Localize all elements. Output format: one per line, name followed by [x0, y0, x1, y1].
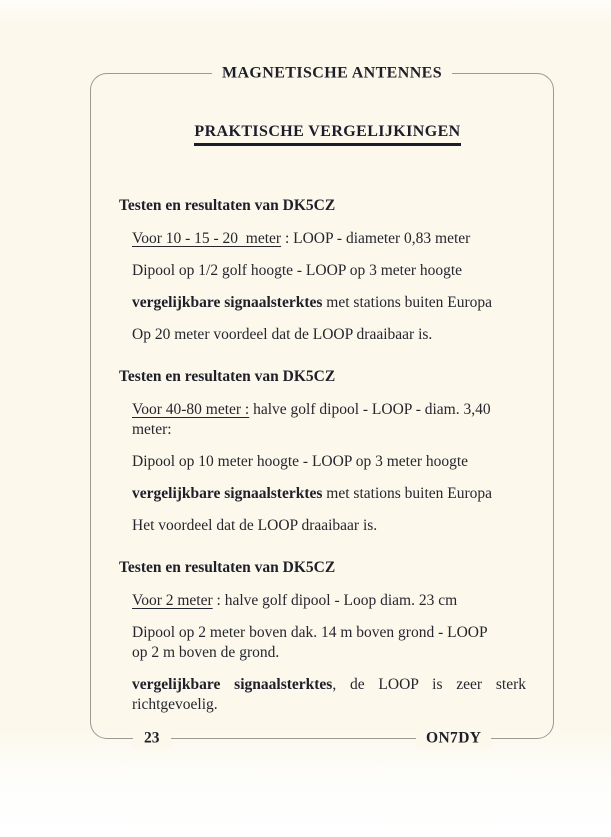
footer-callsign: ON7DY — [416, 730, 491, 748]
band-rest: : LOOP - diameter 0,83 meter — [281, 230, 471, 247]
height-line: Dipool op 2 meter boven dak. 14 m boven grond - LOOP — [132, 624, 488, 641]
section-heading: Testen en resultaten van DK5CZ — [119, 559, 336, 576]
title-wrap — [119, 123, 526, 146]
height-line: Dipool op 10 meter hoogte - LOOP op 3 meter hoogte — [132, 453, 469, 470]
test-section-2 — [119, 367, 526, 536]
running-header: MAGNETISCHE ANTENNES — [212, 64, 452, 82]
band-line — [132, 591, 526, 611]
page-content — [91, 74, 553, 738]
signal-line — [132, 484, 526, 504]
remark-line: Het voordeel dat de LOOP draaibaar is. — [132, 517, 378, 534]
page-title: PRAKTISCHE VERGELIJKINGEN — [194, 123, 460, 146]
band-underlined: Voor 40-80 meter : — [132, 401, 250, 418]
page-frame — [90, 64, 554, 747]
band-rest: : halve golf dipool - Loop diam. 23 cm — [212, 592, 458, 609]
test-section-1 — [119, 196, 526, 345]
signal-line — [132, 293, 526, 313]
test-section-3 — [119, 558, 526, 715]
remark-line: Op 20 meter voordeel dat de LOOP draaibaar is. — [132, 326, 433, 343]
signal-bold: vergelijkbare signaalsterktes — [132, 485, 323, 502]
height-line-continued: op 2 m boven de grond. — [132, 644, 280, 661]
signal-line-continued: richtgevoelig. — [132, 696, 218, 713]
page-number: 23 — [133, 730, 171, 748]
signal-rest: met stations buiten Europa — [322, 485, 493, 502]
section-heading: Testen en resultaten van DK5CZ — [119, 368, 336, 385]
band-line — [132, 229, 526, 249]
band-line — [132, 400, 526, 440]
signal-rest: , de LOOP is zeer sterk — [332, 676, 526, 693]
height-line: Dipool op 1/2 golf hoogte - LOOP op 3 meter hoogte — [132, 262, 463, 279]
signal-line — [132, 675, 526, 695]
signal-bold: vergelijkbare signaalsterktes — [132, 294, 323, 311]
section-heading: Testen en resultaten van DK5CZ — [119, 197, 336, 214]
signal-rest: met stations buiten Europa — [322, 294, 493, 311]
band-underlined: Voor 10 - 15 - 20 meter — [132, 230, 282, 247]
band-underlined: Voor 2 meter — [132, 592, 213, 609]
band-rest: halve golf dipool - LOOP - diam. 3,40 meter: — [132, 401, 491, 438]
signal-bold: vergelijkbare signaalsterktes — [132, 676, 333, 693]
